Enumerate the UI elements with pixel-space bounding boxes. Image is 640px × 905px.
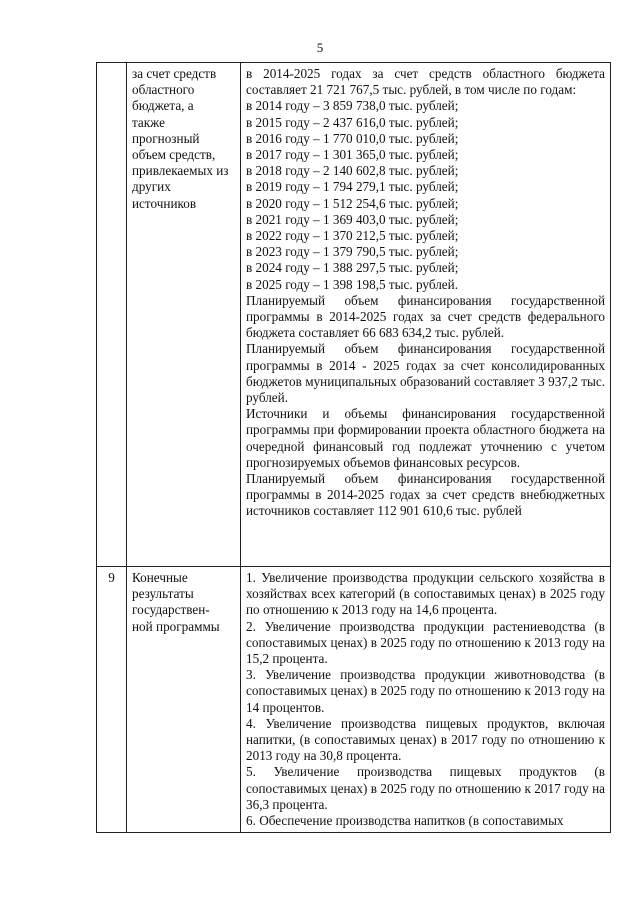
yearly-amount: в 2018 году – 2 140 602,8 тыс. рублей; xyxy=(246,163,459,179)
yearly-amount: в 2016 году – 1 770 010,0 тыс. рублей; xyxy=(246,130,459,146)
table-row xyxy=(97,567,611,833)
label-line: бюджета, а xyxy=(132,98,194,114)
yearly-amount: в 2025 году – 1 398 198,5 тыс. рублей. xyxy=(246,276,458,292)
label-line: результаты xyxy=(132,586,194,602)
label-line: областного xyxy=(132,82,195,98)
yearly-amount: в 2023 году – 1 379 790,5 тыс. рублей; xyxy=(246,244,459,260)
content-paragraph: 5. Увеличение производства пищевых продуктов (в сопоставимых ценах) в 2025 году по отношению к 2017 году на 36,3 процента. xyxy=(246,764,605,812)
yearly-amount: в 2020 году – 1 512 254,6 тыс. рублей; xyxy=(246,195,459,211)
label-line: источников xyxy=(132,195,197,211)
yearly-amount: в 2021 году – 1 369 403,0 тыс. рублей; xyxy=(246,211,459,227)
content-paragraph: 6. Обеспечение производства напитков (в сопоставимых xyxy=(246,813,564,829)
row-label-cell xyxy=(127,567,241,833)
page-number: 5 xyxy=(316,40,324,55)
row-number-cell: 9 xyxy=(97,567,127,833)
yearly-amount: в 2017 году – 1 301 365,0 тыс. рублей; xyxy=(246,147,459,163)
yearly-amount: в 2015 году – 2 437 616,0 тыс. рублей; xyxy=(246,114,459,130)
label-line: за счет средств xyxy=(132,66,217,81)
yearly-amount: в 2019 году – 1 794 279,1 тыс. рублей; xyxy=(246,179,459,195)
label-line: привлекаемых из xyxy=(132,163,229,179)
label-line: Конечные xyxy=(132,570,188,585)
label-line: прогнозный xyxy=(132,130,200,146)
row-label-cell xyxy=(127,63,241,567)
content-paragraph: Планируемый объем финансирования государственной программы в 2014-2025 годах за счет средств федерального бюджета составляет 66 683 634,2 тыс. рублей. xyxy=(246,292,605,341)
yearly-amount: в 2022 году – 1 370 212,5 тыс. рублей; xyxy=(246,228,459,244)
content-paragraph: Планируемый объем финансирования государственной программы в 2014-2025 годах за счет средств внебюджетных источников составляет 112 901 610,6 тыс. рублей xyxy=(246,471,605,519)
row-number-cell xyxy=(97,63,127,567)
label-line: объем средств, xyxy=(132,147,216,163)
content-paragraph: 4. Увеличение производства пищевых продуктов, включая напитки, (в сопоставимых ценах) в 2017 году по отношению к 2013 году на 30,8 процента. xyxy=(246,715,605,764)
content-paragraph: 1. Увеличение производства продукции сельского хозяйства в хозяйствах всех категорий (в сопоставимых ценах) в 2025 году по отношению к 2013 году на 14,6 процента. xyxy=(246,570,605,618)
table-row xyxy=(97,63,611,567)
label-line: государствен- xyxy=(132,602,210,618)
label-line: также xyxy=(132,114,165,130)
yearly-amount: в 2024 году – 1 388 297,5 тыс. рублей; xyxy=(246,260,459,276)
yearly-amount: в 2014 году – 3 859 738,0 тыс. рублей; xyxy=(246,98,459,114)
content-paragraph: 2. Увеличение производства продукции растениеводства (в сопоставимых ценах) в 2025 году по отношению к 2013 году на 15,2 процента. xyxy=(246,618,605,667)
row-content-cell xyxy=(241,567,611,833)
content-paragraph: Планируемый объем финансирования государственной программы в 2014 - 2025 годах за счет консолидированных бюджетов муниципальных образований составляет 3 937,2 тыс. рублей. xyxy=(246,341,605,406)
row-content-cell xyxy=(241,63,611,567)
content-paragraph: в 2014-2025 годах за счет средств областного бюджета составляет 21 721 767,5 тыс. рублей, в том числе по годам: xyxy=(246,66,605,98)
content-paragraph: Источники и объемы финансирования государственной программы при формировании проекта областного бюджета на очередной финансовый год подлежат уточнению с учетом прогнозируемых объемов финансовых ресурсов. xyxy=(246,406,605,470)
label-line: ной программы xyxy=(132,618,220,634)
label-line: других xyxy=(132,179,171,195)
content-paragraph: 3. Увеличение производства продукции животноводства (в сопоставимых ценах) в 2025 году по отношению к 2013 году на 14 процентов. xyxy=(246,667,605,715)
program-passport-table xyxy=(96,62,611,833)
